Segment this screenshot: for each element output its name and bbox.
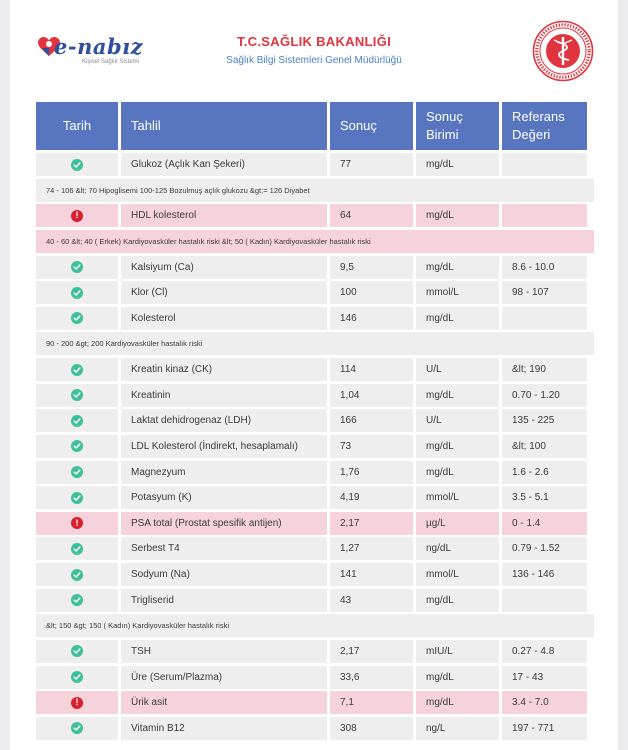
result-cell: 64 bbox=[330, 204, 413, 227]
table-row bbox=[36, 256, 594, 279]
reference-cell: 8.6 - 10.0 bbox=[502, 256, 587, 279]
reference-note: 74 - 106 &lt; 70 Hipoglisemi 100-125 Bozulmuş açlık glukozu &gt;= 126 Diyabet bbox=[36, 179, 594, 202]
test-name-cell: LDL Kolesterol (İndirekt, hesaplamalı) bbox=[121, 435, 327, 458]
check-circle-icon bbox=[71, 492, 83, 504]
result-cell: 2,17 bbox=[330, 512, 413, 535]
reference-cell: 0.27 - 4.8 bbox=[502, 640, 587, 663]
table-row bbox=[36, 640, 594, 663]
test-name-cell: Magnezyum bbox=[121, 461, 327, 484]
unit-cell: ng/L bbox=[416, 717, 499, 740]
check-circle-icon bbox=[71, 312, 83, 324]
result-cell: 114 bbox=[330, 358, 413, 381]
reference-cell: 1.6 - 2.6 bbox=[502, 461, 587, 484]
table-row bbox=[36, 204, 594, 227]
status-cell bbox=[36, 512, 118, 535]
col-header-reference: Referans Değeri bbox=[502, 102, 587, 150]
test-name-cell: Kolesterol bbox=[121, 307, 327, 330]
status-cell bbox=[36, 204, 118, 227]
test-name-cell: Laktat dehidrogenaz (LDH) bbox=[121, 409, 327, 432]
table-row bbox=[36, 435, 594, 458]
unit-cell: µg/L bbox=[416, 512, 499, 535]
status-cell bbox=[36, 717, 118, 740]
unit-cell: U/L bbox=[416, 358, 499, 381]
result-cell: 146 bbox=[330, 307, 413, 330]
table-row bbox=[36, 589, 594, 612]
check-circle-icon bbox=[71, 543, 83, 555]
check-circle-icon bbox=[71, 722, 83, 734]
test-name-cell: PSA total (Prostat spesifik antijen) bbox=[121, 512, 327, 535]
test-name-cell: Vitamin B12 bbox=[121, 717, 327, 740]
test-name-cell: Glukoz (Açlık Kan Şekeri) bbox=[121, 153, 327, 176]
status-cell bbox=[36, 461, 118, 484]
logo-text: e-nabız bbox=[54, 34, 144, 59]
reference-cell: &lt; 190 bbox=[502, 358, 587, 381]
result-cell: 1,04 bbox=[330, 384, 413, 407]
reference-cell: 136 - 146 bbox=[502, 563, 587, 586]
col-header-result: Sonuç bbox=[330, 102, 413, 150]
status-cell bbox=[36, 435, 118, 458]
reference-cell: 197 - 771 bbox=[502, 717, 587, 740]
unit-cell: mg/dL bbox=[416, 307, 499, 330]
result-cell: 1,27 bbox=[330, 537, 413, 560]
exclamation-circle-icon: ! bbox=[71, 697, 83, 709]
unit-cell: mg/dL bbox=[416, 666, 499, 689]
reference-cell: 98 - 107 bbox=[502, 281, 587, 304]
table-body bbox=[36, 153, 594, 740]
reference-cell: 0 - 1.4 bbox=[502, 512, 587, 535]
unit-cell: mg/dL bbox=[416, 204, 499, 227]
col-header-unit: Sonuç Birimi bbox=[416, 102, 499, 150]
table-row bbox=[36, 691, 594, 714]
table-row bbox=[36, 384, 594, 407]
reference-cell bbox=[502, 307, 587, 330]
status-cell bbox=[36, 486, 118, 509]
results-table bbox=[36, 102, 594, 742]
result-cell: 308 bbox=[330, 717, 413, 740]
status-cell bbox=[36, 691, 118, 714]
table-row bbox=[36, 537, 594, 560]
table-row bbox=[36, 281, 594, 304]
unit-cell: mmol/L bbox=[416, 486, 499, 509]
table-row bbox=[36, 717, 594, 740]
status-cell bbox=[36, 307, 118, 330]
unit-cell: ng/dL bbox=[416, 537, 499, 560]
table-row bbox=[36, 461, 594, 484]
test-name-cell: Klor (Cl) bbox=[121, 281, 327, 304]
check-circle-icon bbox=[71, 569, 83, 581]
reference-cell: &lt; 100 bbox=[502, 435, 587, 458]
status-cell bbox=[36, 384, 118, 407]
test-name-cell: HDL kolesterol bbox=[121, 204, 327, 227]
status-cell bbox=[36, 153, 118, 176]
check-circle-icon bbox=[71, 466, 83, 478]
test-name-cell: Sodyum (Na) bbox=[121, 563, 327, 586]
check-circle-icon bbox=[71, 287, 83, 299]
test-name-cell: Ürik asit bbox=[121, 691, 327, 714]
test-name-cell: Kalsiyum (Ca) bbox=[121, 256, 327, 279]
reference-cell: 17 - 43 bbox=[502, 666, 587, 689]
status-cell bbox=[36, 589, 118, 612]
result-cell: 141 bbox=[330, 563, 413, 586]
table-row bbox=[36, 307, 594, 330]
unit-cell: mIU/L bbox=[416, 640, 499, 663]
result-cell: 43 bbox=[330, 589, 413, 612]
page-title: T.C.SAĞLIK BAKANLIĞI bbox=[236, 34, 392, 49]
reference-cell bbox=[502, 153, 587, 176]
reference-cell: 3.4 - 7.0 bbox=[502, 691, 587, 714]
result-cell: 77 bbox=[330, 153, 413, 176]
unit-cell: mg/dL bbox=[416, 461, 499, 484]
check-circle-icon bbox=[71, 159, 83, 171]
status-cell bbox=[36, 537, 118, 560]
col-header-test: Tahlil bbox=[121, 102, 327, 150]
reference-cell: 0.70 - 1.20 bbox=[502, 384, 587, 407]
status-cell bbox=[36, 666, 118, 689]
unit-cell: U/L bbox=[416, 409, 499, 432]
exclamation-circle-icon: ! bbox=[71, 210, 83, 222]
status-cell bbox=[36, 256, 118, 279]
reference-cell bbox=[502, 204, 587, 227]
result-cell: 100 bbox=[330, 281, 413, 304]
reference-cell: 3.5 - 5.1 bbox=[502, 486, 587, 509]
reference-cell: 135 - 225 bbox=[502, 409, 587, 432]
check-circle-icon bbox=[71, 415, 83, 427]
table-row bbox=[36, 409, 594, 432]
table-row bbox=[36, 153, 594, 176]
result-cell: 166 bbox=[330, 409, 413, 432]
check-circle-icon bbox=[71, 389, 83, 401]
exclamation-circle-icon: ! bbox=[71, 517, 83, 529]
unit-cell: mg/dL bbox=[416, 435, 499, 458]
reference-cell bbox=[502, 589, 587, 612]
status-cell bbox=[36, 358, 118, 381]
status-cell bbox=[36, 281, 118, 304]
check-circle-icon bbox=[71, 261, 83, 273]
reference-note: &lt; 150 &gt; 150 ( Kadın) Kardiyovasküler hastalık riski bbox=[36, 614, 594, 637]
test-name-cell: Üre (Serum/Plazma) bbox=[121, 666, 327, 689]
result-cell: 9,5 bbox=[330, 256, 413, 279]
table-row bbox=[36, 486, 594, 509]
unit-cell: mg/dL bbox=[416, 256, 499, 279]
test-name-cell: Potasyum (K) bbox=[121, 486, 327, 509]
result-cell: 7,1 bbox=[330, 691, 413, 714]
table-row bbox=[36, 563, 594, 586]
test-name-cell: Kreatinin bbox=[121, 384, 327, 407]
table-row bbox=[36, 512, 594, 535]
unit-cell: mmol/L bbox=[416, 563, 499, 586]
check-circle-icon bbox=[71, 645, 83, 657]
check-circle-icon bbox=[71, 671, 83, 683]
result-cell: 2,17 bbox=[330, 640, 413, 663]
reference-cell: 0.79 - 1.52 bbox=[502, 537, 587, 560]
status-cell bbox=[36, 563, 118, 586]
result-cell: 4,19 bbox=[330, 486, 413, 509]
reference-note: 90 - 200 &gt; 200 Kardiyovasküler hastalık riski bbox=[36, 332, 594, 355]
report-page bbox=[10, 0, 618, 750]
result-cell: 33,6 bbox=[330, 666, 413, 689]
test-name-cell: Serbest T4 bbox=[121, 537, 327, 560]
result-cell: 1,76 bbox=[330, 461, 413, 484]
table-row bbox=[36, 666, 594, 689]
reference-note: 40 - 60 &lt; 40 ( Erkek) Kardiyovasküler hastalık riski &lt; 50 ( Kadın) Kardiyovasküler hastalık riski bbox=[36, 230, 594, 253]
table-row bbox=[36, 358, 594, 381]
check-circle-icon bbox=[71, 440, 83, 452]
unit-cell: mg/dL bbox=[416, 384, 499, 407]
unit-cell: mg/dL bbox=[416, 589, 499, 612]
result-cell: 73 bbox=[330, 435, 413, 458]
test-name-cell: Kreatin kinaz (CK) bbox=[121, 358, 327, 381]
logo-subtitle: Kişisel Sağlık Sistemi bbox=[82, 59, 140, 65]
col-header-date: Tarih bbox=[36, 102, 118, 150]
check-circle-icon bbox=[71, 594, 83, 606]
check-circle-icon bbox=[71, 364, 83, 376]
status-cell bbox=[36, 409, 118, 432]
test-name-cell: Trigliserid bbox=[121, 589, 327, 612]
ministry-seal-icon bbox=[532, 20, 594, 82]
table-header bbox=[36, 102, 594, 150]
unit-cell: mg/dL bbox=[416, 153, 499, 176]
unit-cell: mg/dL bbox=[416, 691, 499, 714]
unit-cell: mmol/L bbox=[416, 281, 499, 304]
status-cell bbox=[36, 640, 118, 663]
test-name-cell: TSH bbox=[121, 640, 327, 663]
page-subtitle: Sağlık Bilgi Sistemleri Genel Müdürlüğü bbox=[226, 55, 402, 66]
